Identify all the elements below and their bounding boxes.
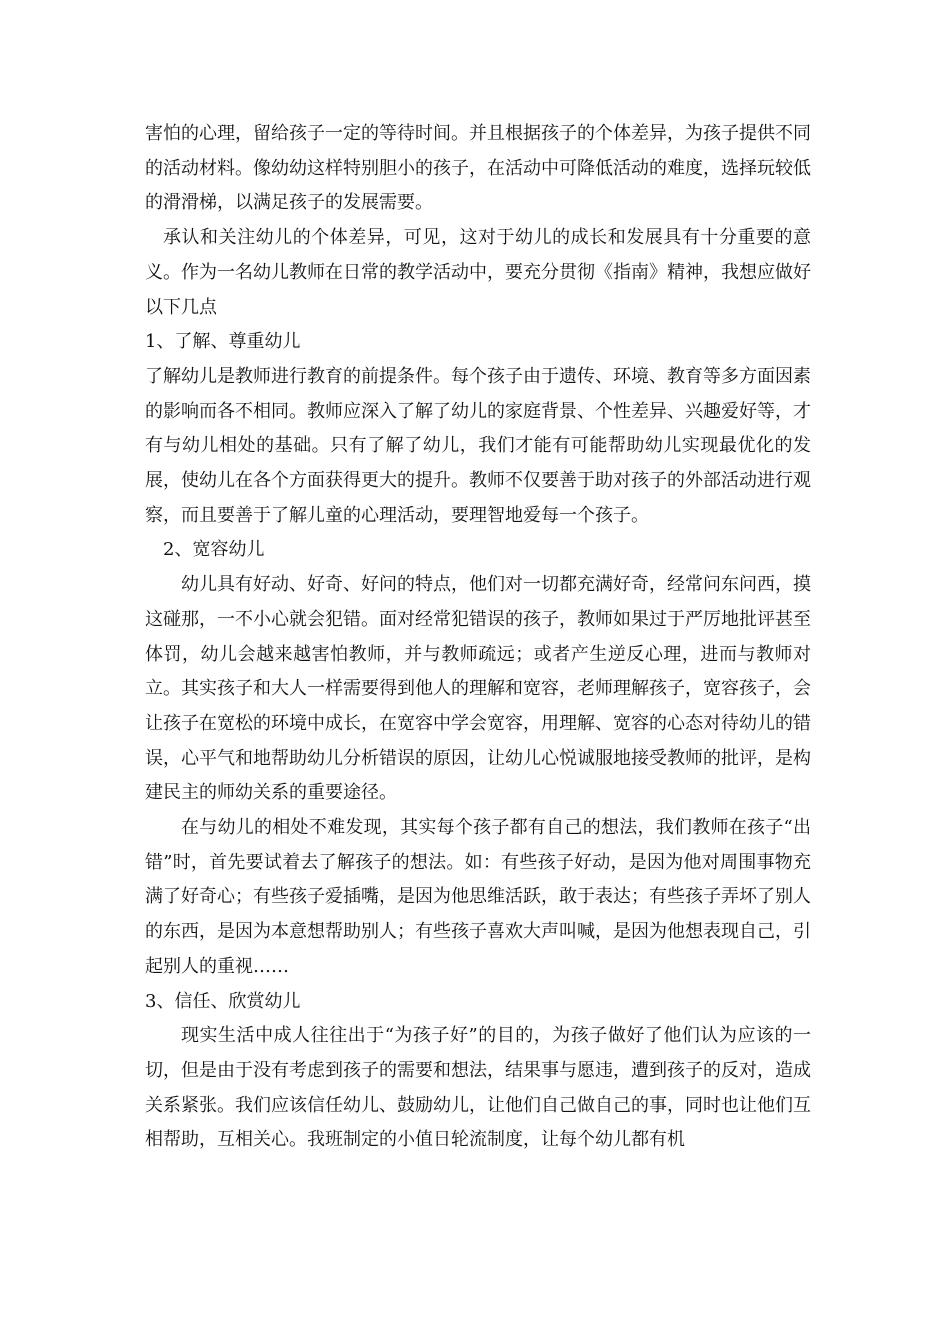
paragraph-3: 了解幼儿是教师进行教育的前提条件。每个孩子由于遗传、环境、教育等多方面因素的影响而各不相同。教师应深入了解了幼儿的家庭背景、个性差异、兴趣爱好等，才有与幼儿相处的基础。只有了解了幼儿，我们才能有可能帮助幼儿实现最优化的发展，使幼儿在各个方面获得更大的提升。教师不仅要善于助对孩子的外部活动进行观察，而且要善于了解儿童的心理活动，要理智地爱每一个孩子。 bbox=[145, 365, 811, 526]
paragraph-6: 现实生活中成人往往出于“为孩子好”的目的，为孩子做好了他们认为应该的一切，但是由于没有考虑到孩子的需要和想法，结果事与愿违，遭到孩子的反对，造成关系紧张。我们应该信任幼儿、鼓励幼儿，让他们自己做自己的事，同时也让他们互相帮助，互相关心。我班制定的小值日轮流制度，让每个幼儿都有机 bbox=[145, 1025, 811, 1151]
section-heading-2: 2、宽容幼儿 bbox=[163, 539, 265, 561]
paragraph-1: 害怕的心理，留给孩子一定的等待时间。并且根据孩子的个体差异，为孩子提供不同的活动材料。像幼幼这样特别胆小的孩子，在活动中可降低活动的难度，选择玩较低的滑滑梯，以满足孩子的发展需要。 bbox=[145, 123, 811, 214]
paragraph-2: 承认和关注幼儿的个体差异，可见，这对于幼儿的成长和发展具有十分重要的意义。作为一名幼儿教师在日常的教学活动中，要充分贯彻《指南》精神，我想应做好以下几点 bbox=[145, 227, 811, 318]
document-body bbox=[145, 117, 811, 1158]
paragraph-4: 幼儿具有好动、好奇、好问的特点，他们对一切都充满好奇，经常问东问西，摸这碰那，一不小心就会犯错。面对经常犯错误的孩子，教师如果过于严厉地批评甚至体罚，幼儿会越来越害怕教师，并与教师疏远；或者产生逆反心理，进而与教师对立。其实孩子和大人一样需要得到他人的理解和宽容，老师理解孩子，宽容孩子，会让孩子在宽松的环境中成长，在宽容中学会宽容，用理解、宽容的心态对待幼儿的错误，心平气和地帮助幼儿分析错误的原因，让幼儿心悦诚服地接受教师的批评，是构建民主的师幼关系的重要途径。 bbox=[145, 574, 811, 804]
section-heading-1: 1、了解、尊重幼儿 bbox=[145, 331, 301, 353]
section-heading-3: 3、信任、欣赏幼儿 bbox=[145, 990, 301, 1012]
paragraph-5: 在与幼儿的相处不难发现，其实每个孩子都有自己的想法，我们教师在孩子“出错”时，首先要试着去了解孩子的想法。如：有些孩子好动，是因为他对周围事物充满了好奇心；有些孩子爱插嘴，是因为他思维活跃，敢于表达；有些孩子弄坏了别人的东西，是因为本意想帮助别人；有些孩子喜欢大声叫喊，是因为他想表现自己，引起别人的重视…… bbox=[145, 817, 811, 977]
